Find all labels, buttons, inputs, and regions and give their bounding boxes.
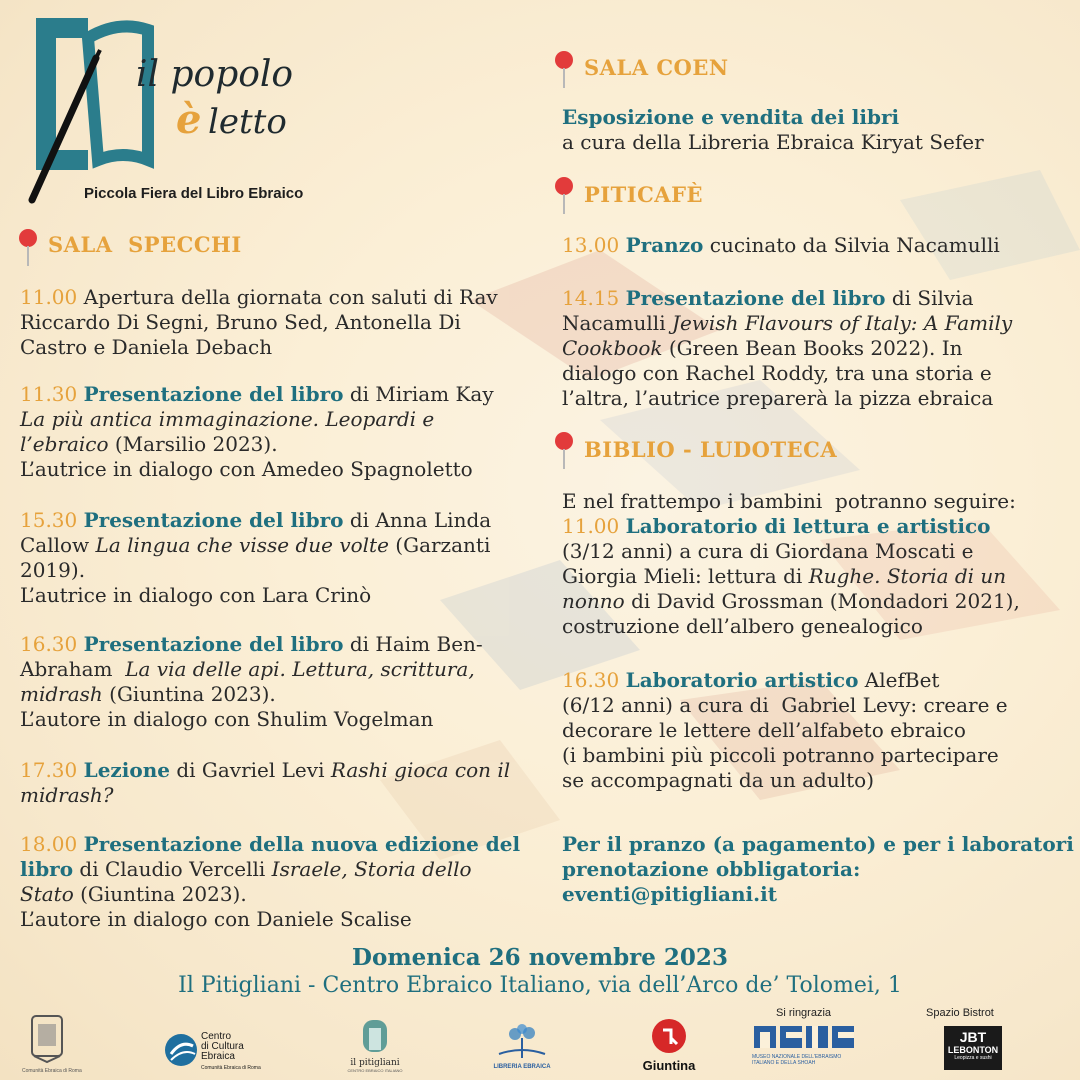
event-time: 11.00 <box>562 514 620 538</box>
dialogue: dialogo con Rachel Roddy, tra una storia e <box>562 361 992 385</box>
lebonton-sub: Leopizza e sushi <box>954 1055 992 1061</box>
centro-text: Centro <box>201 1031 232 1042</box>
booking-email[interactable]: eventi@pitigliani.it <box>562 882 777 906</box>
event-author: di Miriam Kay <box>349 382 494 406</box>
event-text: (3/12 anni) a cura di Giordana Moscati e <box>562 539 974 563</box>
comunita-ebraica-logo <box>22 1012 82 1076</box>
dialogue: L’autrice in dialogo con Amedeo Spagnoletto <box>20 457 473 481</box>
event-time: 15.30 <box>20 508 78 532</box>
pitigliani-sub: CENTRO EBRAICO ITALIANO <box>347 1068 403 1073</box>
event-title: Pranzo <box>625 233 704 257</box>
open-book-quill-icon <box>28 10 158 210</box>
publisher: (Green Bean Books 2022). In <box>668 336 963 360</box>
event-title: libro <box>20 857 74 881</box>
book-title: midrash <box>20 682 103 706</box>
book-title: Cookbook <box>562 336 663 360</box>
biblio-event-1 <box>562 489 1077 639</box>
book-title: Jewish Flavours of Italy: A Family <box>671 311 1013 335</box>
publisher: (Marsilio 2023). <box>114 432 278 456</box>
il-pitigliani-logo <box>340 1018 410 1076</box>
event-text: (i bambini più piccoli potranno partecipare <box>562 743 999 767</box>
sala-specchi-heading: SALA SPECCHI <box>48 232 242 257</box>
dialogue: L’autore in dialogo con Daniele Scalise <box>20 907 412 931</box>
logo-title-line2: letto <box>208 102 287 142</box>
dialogue: L’autrice in dialogo con Lara Crinò <box>20 583 372 607</box>
book-title: La via delle api. Lettura, scrittura, <box>125 657 475 681</box>
publisher: (Giuntina 2023). <box>80 882 247 906</box>
meis-logo <box>752 1024 862 1074</box>
biblio-ludoteca-heading: BIBLIO - LUDOTECA <box>584 437 838 462</box>
book-title: Israele, Storia dello <box>271 857 472 881</box>
event-text: Riccardo Di Segni, Bruno Sed, Antonella Di <box>20 310 461 334</box>
event-time: 16.30 <box>20 632 78 656</box>
event-text: (6/12 anni) a cura di Gabriel Levy: creare e <box>562 693 1008 717</box>
tree-book-icon <box>495 1024 549 1060</box>
pitigliani-name: il pitigliani <box>350 1058 400 1068</box>
left-event-4 <box>20 632 560 732</box>
event-logo <box>28 10 328 215</box>
book-title: l’ebraico <box>20 432 109 456</box>
meis-mark-icon <box>752 1024 856 1050</box>
piticafe-heading: PITICAFÈ <box>584 182 703 207</box>
spazio-bistrot-label: Spazio Bistrot <box>926 1007 994 1019</box>
event-title: Presentazione del libro <box>83 632 344 656</box>
centro-text: di Cultura <box>201 1041 244 1052</box>
book-title: Rashi gioca con il <box>330 758 511 782</box>
event-text: costruzione dell’albero genealogico <box>562 614 923 638</box>
crest-icon <box>22 1012 72 1064</box>
event-date: Domenica 26 novembre 2023 <box>352 944 728 971</box>
libreria-ebraica-logo <box>492 1024 552 1074</box>
event-text: se accompagnati da un adulto) <box>562 768 875 792</box>
event-title: Presentazione della nuova edizione del <box>83 832 521 856</box>
left-event-6 <box>20 832 560 932</box>
libreria-name: LIBRERIA EBRAICA <box>493 1064 551 1070</box>
event-time: 11.00 <box>20 285 78 309</box>
sala-coen-event <box>562 105 1072 155</box>
si-ringrazia-label: Si ringrazia <box>776 1007 832 1019</box>
event-title: Presentazione del libro <box>83 382 344 406</box>
giuntina-name: Giuntina <box>642 1058 696 1073</box>
location-pin-icon <box>552 176 576 214</box>
event-author: di Anna Linda <box>349 508 492 532</box>
event-author: Callow <box>20 533 90 557</box>
location-pin-icon <box>16 228 40 266</box>
booking-note <box>562 832 1077 907</box>
event-title: Lezione <box>83 758 170 782</box>
book-title: Stato <box>20 882 74 906</box>
left-event-2 <box>20 382 560 482</box>
location-pin-icon <box>552 431 576 469</box>
event-time: 14.15 <box>562 286 620 310</box>
event-time: 16.30 <box>562 668 620 692</box>
publisher: (Giuntina 2023). <box>109 682 276 706</box>
logo-subtitle: Piccola Fiera del Libro Ebraico <box>84 185 304 202</box>
meis-text: MUSEO NAZIONALE DELL'EBRAISMO <box>752 1054 842 1060</box>
location-pin-icon <box>552 50 576 88</box>
book-title: La lingua che visse due volte <box>95 533 389 557</box>
event-title: Presentazione del libro <box>625 286 886 310</box>
booking-text: Per il pranzo (a pagamento) e per i laboratori <box>562 832 1074 856</box>
event-time: 13.00 <box>562 233 620 257</box>
event-author: di Claudio Vercelli <box>79 857 266 881</box>
piticafe-event-1 <box>562 233 1072 258</box>
centro-swirl-icon <box>163 1032 199 1068</box>
lebonton-name: LEBONTON <box>947 1045 999 1055</box>
book-title: La più antica immaginazione. Leopardi e <box>20 407 435 431</box>
booking-text: prenotazione obbligatoria: <box>562 857 861 881</box>
biblio-intro: E nel frattempo i bambini potranno seguire: <box>562 489 1016 513</box>
left-event-5 <box>20 758 560 808</box>
event-title: Presentazione del libro <box>83 508 344 532</box>
event-text: decorare le lettere dell’alfabeto ebraico <box>562 718 966 742</box>
publisher: 2019). <box>20 558 86 582</box>
event-time: 17.30 <box>20 758 78 782</box>
left-event-1 <box>20 285 550 360</box>
event-text: di David Grossman (Mondadori 2021), <box>631 589 1020 613</box>
pitigliani-door-icon <box>357 1018 393 1054</box>
event-author: di Gavriel Levi <box>176 758 325 782</box>
left-event-3 <box>20 508 560 608</box>
centro-text: Comunità Ebraica di Roma <box>201 1065 261 1071</box>
event-time: 18.00 <box>20 832 78 856</box>
sala-coen-heading: SALA COEN <box>584 55 729 80</box>
giuntina-logo <box>634 1018 704 1076</box>
event-text: a cura della Libreria Ebraica Kiryat Sefer <box>562 130 984 154</box>
event-text: AlefBet <box>864 668 940 692</box>
event-author: di Silvia <box>891 286 974 310</box>
event-title: Laboratorio artistico <box>625 668 859 692</box>
biblio-event-2 <box>562 668 1077 793</box>
book-title: nonno <box>562 589 625 613</box>
book-title: midrash? <box>20 783 114 807</box>
event-title: Laboratorio di lettura e artistico <box>625 514 991 538</box>
lebonton-logo: JBT LEBONTON Leopizza e sushi <box>944 1026 1002 1070</box>
dialogue: L’autore in dialogo con Shulim Vogelman <box>20 707 434 731</box>
event-title: Esposizione e vendita dei libri <box>562 105 900 129</box>
event-author: Abraham <box>20 657 113 681</box>
book-title: Rughe. Storia di un <box>808 564 1007 588</box>
comunita-caption: Comunità Ebraica di Roma <box>22 1068 82 1074</box>
meis-text: ITALIANO E DELLA SHOAH <box>752 1060 816 1066</box>
event-text: Apertura della giornata con saluti di Rav <box>83 285 498 309</box>
piticafe-event-2 <box>562 286 1077 411</box>
event-time: 11.30 <box>20 382 78 406</box>
logo-accent: è <box>176 96 202 143</box>
event-author: di Haim Ben- <box>349 632 483 656</box>
event-author: Nacamulli <box>562 311 666 335</box>
event-text: Giorgia Mieli: lettura di <box>562 564 803 588</box>
dialogue: l’altra, l’autrice preparerà la pizza ebraica <box>562 386 994 410</box>
event-text: cucinato da Silvia Nacamulli <box>709 233 1000 257</box>
event-address: Il Pitigliani - Centro Ebraico Italiano, via dell’Arco de’ Tolomei, 1 <box>178 973 902 998</box>
publisher: (Garzanti <box>395 533 491 557</box>
centro-cultura-ebraica-logo <box>163 1032 273 1072</box>
event-text: Castro e Daniela Debach <box>20 335 273 359</box>
centro-text: Ebraica <box>201 1051 235 1062</box>
logo-title-line1: il popolo <box>136 54 294 95</box>
giuntina-circle-icon <box>651 1018 687 1054</box>
